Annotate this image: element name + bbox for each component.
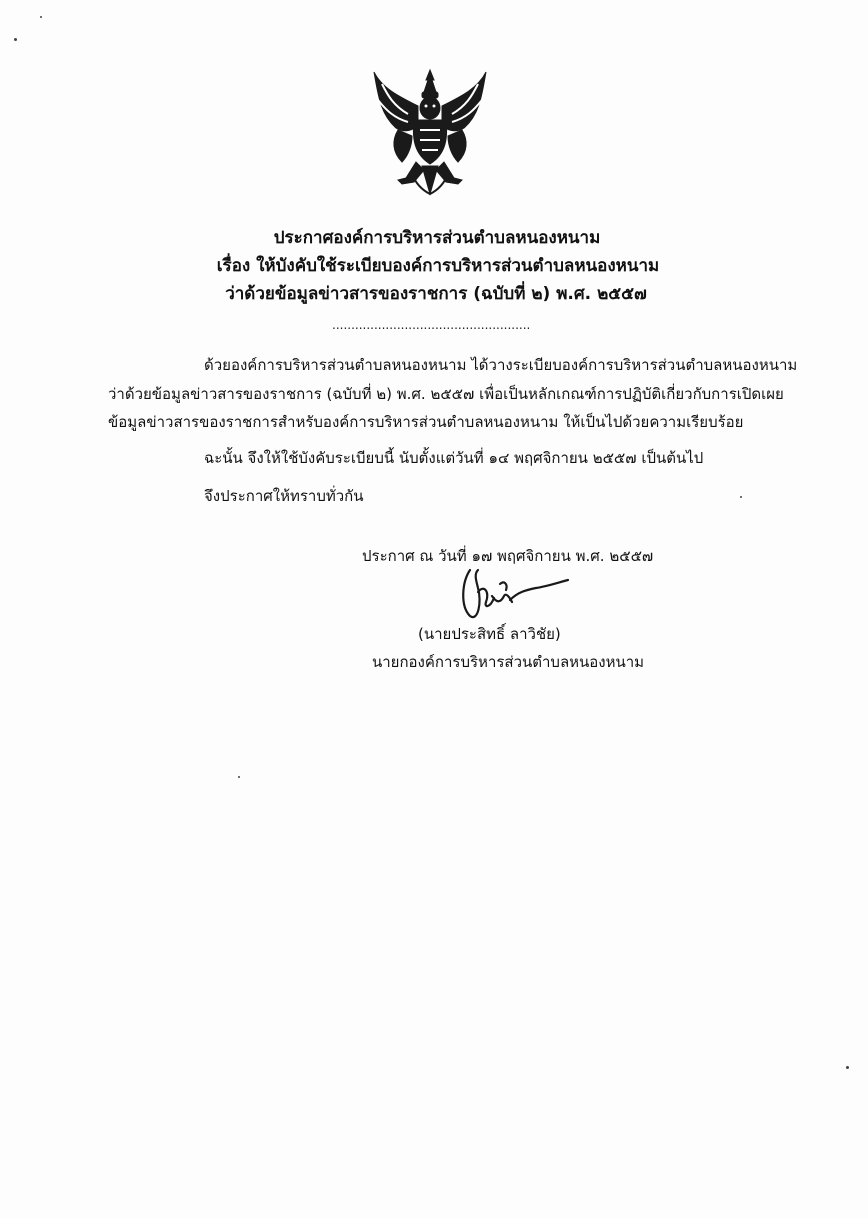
signatory-position: นายกองค์การบริหารส่วนตำบลหนองหนาม xyxy=(372,653,645,671)
paragraph-1-line-2: ว่าด้วยข้อมูลข่าวสารของราชการ (ฉบับที่ ๒) พ.ศ. ๒๕๕๗ เพื่อเป็นหลักเกณฑ์การปฏิบัติเกี่ยวกับการเปิดเผย xyxy=(108,385,784,403)
title-separator: .................................................... xyxy=(332,318,531,332)
handwritten-signature xyxy=(456,562,572,626)
paragraph-3: จึงประกาศให้ทราบทั่วกัน xyxy=(204,487,364,505)
scan-speck xyxy=(846,1066,849,1069)
announcement-title xyxy=(0,224,868,308)
title-line-2: เรื่อง ให้บังคับใช้ระเบียบองค์การบริหารส่วนตำบลหนองหนาม xyxy=(216,256,660,276)
scan-speck xyxy=(238,776,240,778)
paragraph-2: ฉะนั้น จึงให้ใช้บังคับระเบียบนี้ นับตั้งแต่วันที่ ๑๔ พฤศจิกายน ๒๕๕๗ เป็นต้นไป xyxy=(204,449,704,467)
title-line-3: ว่าด้วยข้อมูลข่าวสารของราชการ (ฉบับที่ ๒) พ.ศ. ๒๕๕๗ xyxy=(225,284,647,304)
paragraph-1-line-1: ด้วยองค์การบริหารส่วนตำบลหนองหนาม ได้วางระเบียบองค์การบริหารส่วนตำบลหนองหนาม xyxy=(204,356,798,374)
garuda-emblem-icon xyxy=(368,66,492,198)
scan-speck xyxy=(14,38,17,41)
scan-speck xyxy=(740,496,742,498)
title-line-1: ประกาศองค์การบริหารส่วนตำบลหนองหนาม xyxy=(273,228,601,248)
scan-speck xyxy=(40,16,42,18)
announcement-date: ประกาศ ณ วันที่ ๑๗ พฤศจิกายน พ.ศ. ๒๕๕๗ xyxy=(362,547,654,565)
paragraph-1-line-3: ข้อมูลข่าวสารของราชการสำหรับองค์การบริหารส่วนตำบลหนองหนาม ให้เป็นไปด้วยความเรียบร้อย xyxy=(108,413,744,431)
signatory-name: (นายประสิทธิ์ ลาวิชัย) xyxy=(418,625,561,643)
